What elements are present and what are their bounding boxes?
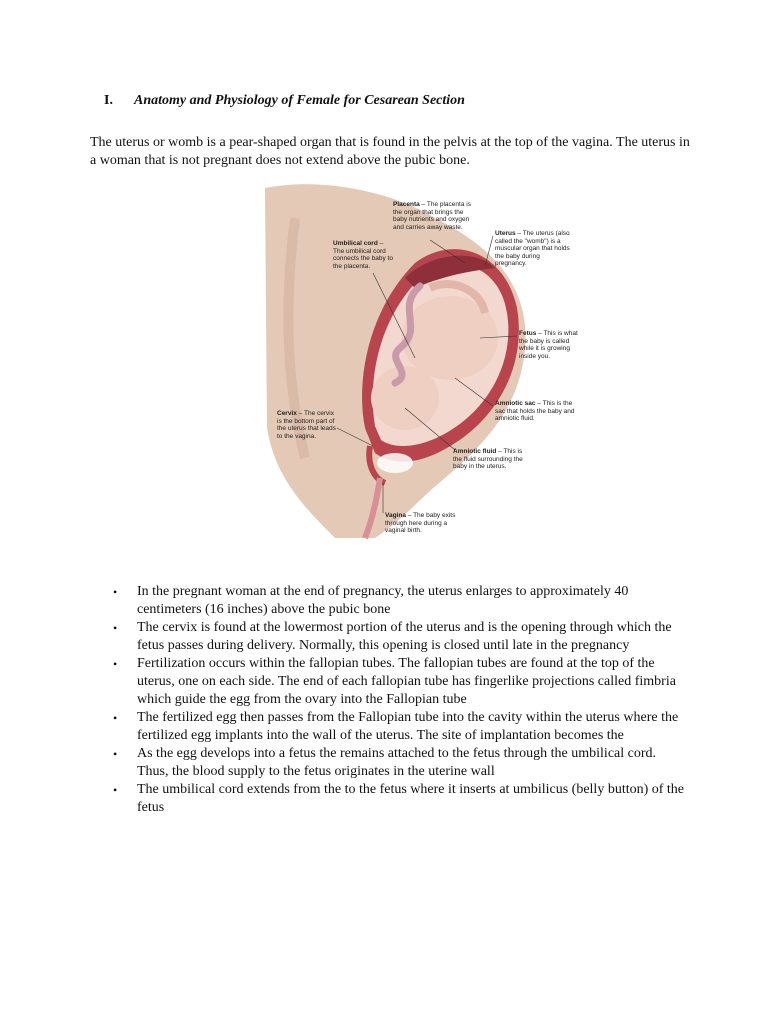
list-item: • As the egg develops into a fetus the remains attached to the fetus through the umbilical cord. Thus, the blood supply to the fetus originates in the uterine wall [113,746,657,779]
callout-amniotic-fluid: Amniotic fluid – This is the fluid surrounding the baby in the uterus. [453,448,523,471]
pregnancy-anatomy-figure [255,178,585,550]
callout-amniotic-sac: Amniotic sac – This is the sac that holds the baby and amniotic fluid. [495,400,575,423]
callout-fetus: Fetus – This is what the baby is called while it is growing inside you. [519,330,578,360]
section-heading [104,93,465,109]
bullet-list [90,583,690,817]
list-item: • The umbilical cord extends from the to the fetus where it inserts at umbilicus (belly button) of the fetus [113,782,685,815]
intro-paragraph: The uterus or womb is a pear-shaped organ that is found in the pelvis at the top of the vagina. The uterus in a woman that is not pregnant does not extend above the pubic bone. [90,135,690,168]
bullet-icon: • [113,747,118,761]
callout-uterus: Uterus – The uterus (also called the "womb") is a muscular organ that holds the baby during pregnancy. [495,230,570,268]
list-item: • The fertilized egg then passes from the Fallopian tube into the cavity within the uterus where the fertilized egg implants into the wall of the uterus. The site of implantation becomes the [113,710,679,743]
callout-umbilical-cord: Umbilical cord – The umbilical cord connects the baby to the placenta. [333,240,393,270]
bullet-icon: • [113,657,118,671]
section-number: I. [104,93,113,108]
callout-placenta: Placenta – The placenta is the organ that brings the baby nutrients and oxygen and carries away waste. [393,201,471,231]
callout-cervix: Cervix – The cervix is the bottom part of the uterus that leads to the vagina. [277,410,336,440]
bullet-icon: • [113,621,118,635]
bullet-icon: • [113,585,118,599]
bullet-icon: • [113,783,118,797]
section-title: Anatomy and Physiology of Female for Cesarean Section [134,93,465,108]
bullet-icon: • [113,711,118,725]
list-item: • Fertilization occurs within the fallopian tubes. The fallopian tubes are found at the top of the uterus, one on each side. The end of each fallopian tube has fingerlike projections called fimbria which guide the egg from the ovary into the Fallopian tube [113,656,676,707]
list-item: • The cervix is found at the lowermost portion of the uterus and is the opening through which the fetus passes during delivery. Normally, this opening is closed until late in the pregnancy [113,620,672,653]
callout-vagina: Vagina – The baby exits through here during a vaginal birth. [385,512,456,535]
list-item: • In the pregnant woman at the end of pregnancy, the uterus enlarges to approximately 40 centimeters (16 inches) above the pubic bone [113,584,629,617]
